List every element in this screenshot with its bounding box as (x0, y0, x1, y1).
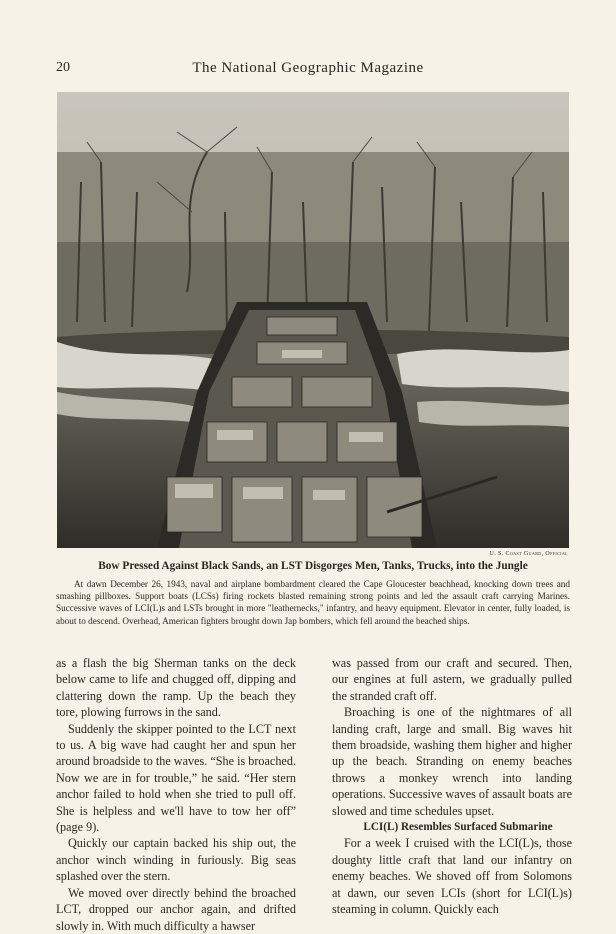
caption-text (56, 578, 570, 627)
photo-credit: U. S. Coast Guard, Official (489, 551, 568, 557)
section-subheading: LCI(L) Resembles Surfaced Submarine (363, 821, 553, 834)
body-column-right (332, 655, 572, 918)
body-column-left (56, 655, 296, 934)
body-paragraph: We moved over directly behind the broached LCT, dropped our anchor again, and drifted slowly in. With much difficulty a hawser (56, 885, 296, 933)
body-paragraph: Suddenly the skipper pointed to the LCT next to us. A big wave had caught her and spun her around broadside to the waves. “She is broached. Now we are in for trouble,” he said. “Her stern anchor failed to hold when she tried to pull off. She is helpless and we'll have to tow her off” (page 9). (56, 721, 296, 835)
body-paragraph: For a week I cruised with the LCI(L)s, those doughty little craft that land our infantry on enemy beaches. We shoved off from Solomons at dawn, our seven LCIs (short for LCI(L)s) steaming in column. Quickly each (332, 836, 572, 917)
page-number: 20 (56, 60, 70, 75)
landing-ship-photo (57, 92, 569, 548)
body-paragraph: was passed from our craft and secured. Then, our engines at full astern, we gradually pulled the stranded craft off. (332, 656, 572, 703)
body-paragraph: Quickly our captain backed his ship out, the anchor winch winding in furiously. Big seas splashed over the stern. (56, 836, 296, 884)
body-paragraph: Broaching is one of the nightmares of all landing craft, large and small. Big waves hit them broadside, washing them higher and higher up the beach. Stranding on enemy beaches throws a monkey wrench into landing operations. Successive waves of assault boats are slowed and time schedules upset. (332, 705, 572, 818)
body-paragraph: as a flash the big Sherman tanks on the deck below came to life and chugged off, dipping and clattering down the ramp. Up the beach they tore, plowing furrows in the sand. (56, 656, 296, 720)
running-title: The National Geographic Magazine (192, 60, 424, 76)
caption-paragraph: At dawn December 26, 1943, naval and airplane bombardment cleared the Cape Gloucester beachhead, knocking down trees and smashing pillboxes. Support boats (LCSs) firing rockets blasted remaining strong points and led the assault craft carrying Marines. Successive waves of LCI(L)s and LSTs brought in more "leathernecks," infantry, and heavy equipment. Elevator in center, fully loaded, is about to descend. Overhead, American fighters brought down Jap bombers, which fell around the beached ships. (56, 579, 570, 626)
caption-title: Bow Pressed Against Black Sands, an LST Disgorges Men, Tanks, Trucks, into the Jungle (98, 560, 528, 572)
